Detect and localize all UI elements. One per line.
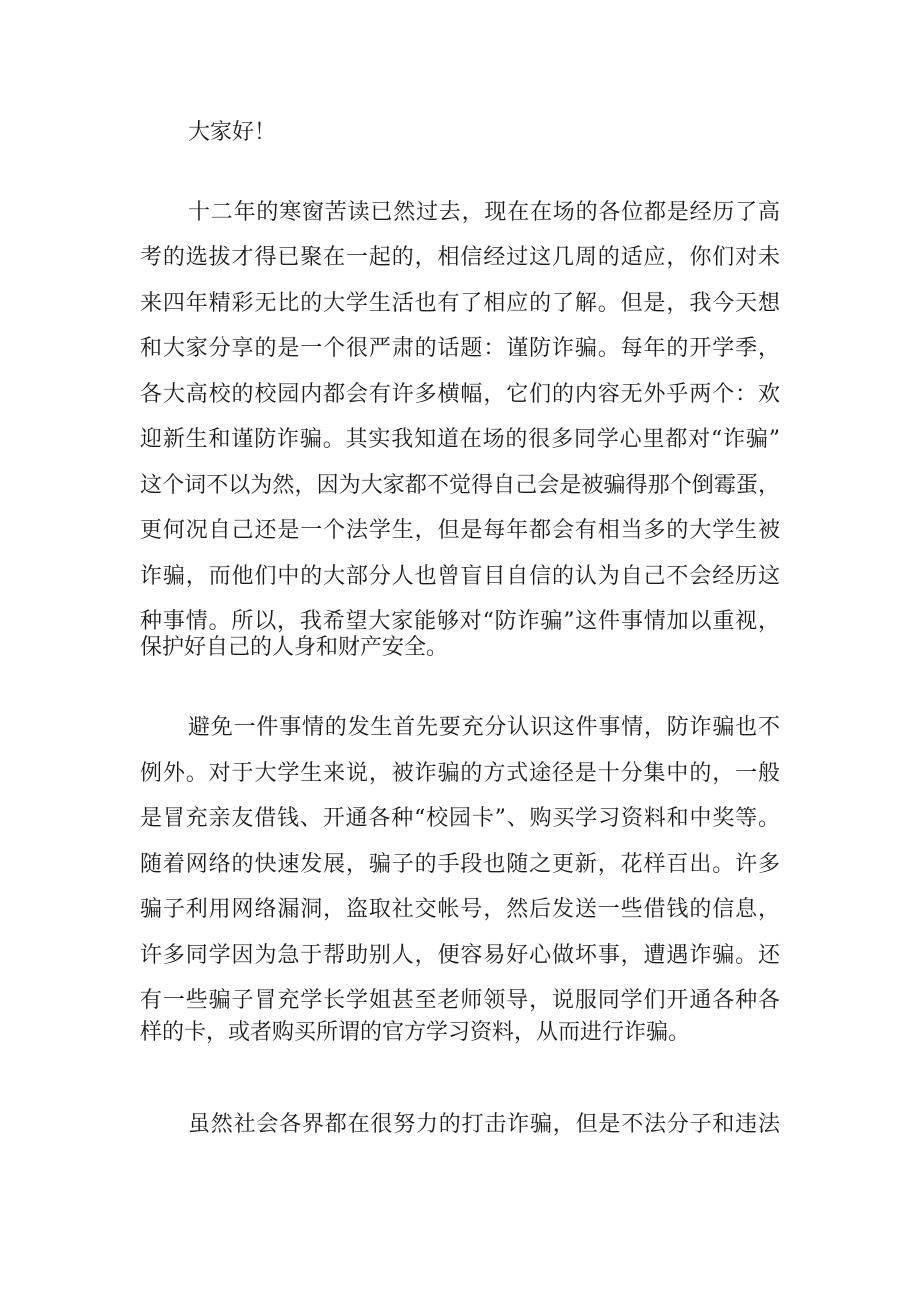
paragraph-line: 虽然社会各界都在很努力的打击诈骗，但是不法分子和违法: [188, 1112, 780, 1137]
paragraph-line: 随着网络的快速发展，骗子的手段也随之更新，花样百出。许多: [140, 852, 780, 877]
paragraph-line: 这个词不以为然，因为大家都不觉得自己会是被骗得那个倒霉蛋，: [140, 473, 780, 498]
paragraph-line: 各大高校的校园内都会有许多横幅，它们的内容无外乎两个：欢: [140, 382, 780, 407]
paragraph-line: 是冒充亲友借钱、开通各种“校园卡”、购买学习资料和中奖等。: [140, 806, 780, 831]
paragraph-line: 种事情。所以，我希望大家能够对“防诈骗”这件事情加以重视，: [140, 609, 780, 634]
paragraph-line: 迎新生和谨防诈骗。其实我知道在场的很多同学心里都对“诈骗”: [140, 427, 780, 452]
paragraph-line-last: 样的卡，或者购买所谓的官方学习资料，从而进行诈骗。: [140, 1020, 691, 1045]
paragraph-line: 例外。对于大学生来说，被诈骗的方式途径是十分集中的，一般: [140, 761, 780, 786]
paragraph-line: 十二年的寒窗苦读已然过去，现在在场的各位都是经历了高: [188, 200, 780, 225]
paragraph-line: 诈骗，而他们中的大部分人也曾盲目自信的认为自己不会经历这: [140, 564, 780, 589]
paragraph-line: 考的选拔才得已聚在一起的，相信经过这几周的适应，你们对未: [140, 245, 780, 270]
paragraph-line: 许多同学因为急于帮助别人，便容易好心做坏事，遭遇诈骗。还: [140, 943, 780, 968]
greeting-line: 大家好！: [188, 120, 277, 145]
paragraph-line-last: 保护好自己的人身和财产安全。: [140, 635, 449, 660]
paragraph-line: 避免一件事情的发生首先要充分认识这件事情，防诈骗也不: [188, 715, 780, 740]
paragraph-line: 更何况自己还是一个法学生，但是每年都会有相当多的大学生被: [140, 518, 780, 543]
paragraph-line: 和大家分享的是一个很严肃的话题：谨防诈骗。每年的开学季，: [140, 336, 780, 361]
paragraph-line: 有一些骗子冒充学长学姐甚至老师领导，说服同学们开通各种各: [140, 988, 780, 1013]
paragraph-line: 来四年精彩无比的大学生活也有了相应的了解。但是，我今天想: [140, 291, 780, 316]
paragraph-line: 骗子利用网络漏洞，盗取社交帐号，然后发送一些借钱的信息，: [140, 897, 780, 922]
